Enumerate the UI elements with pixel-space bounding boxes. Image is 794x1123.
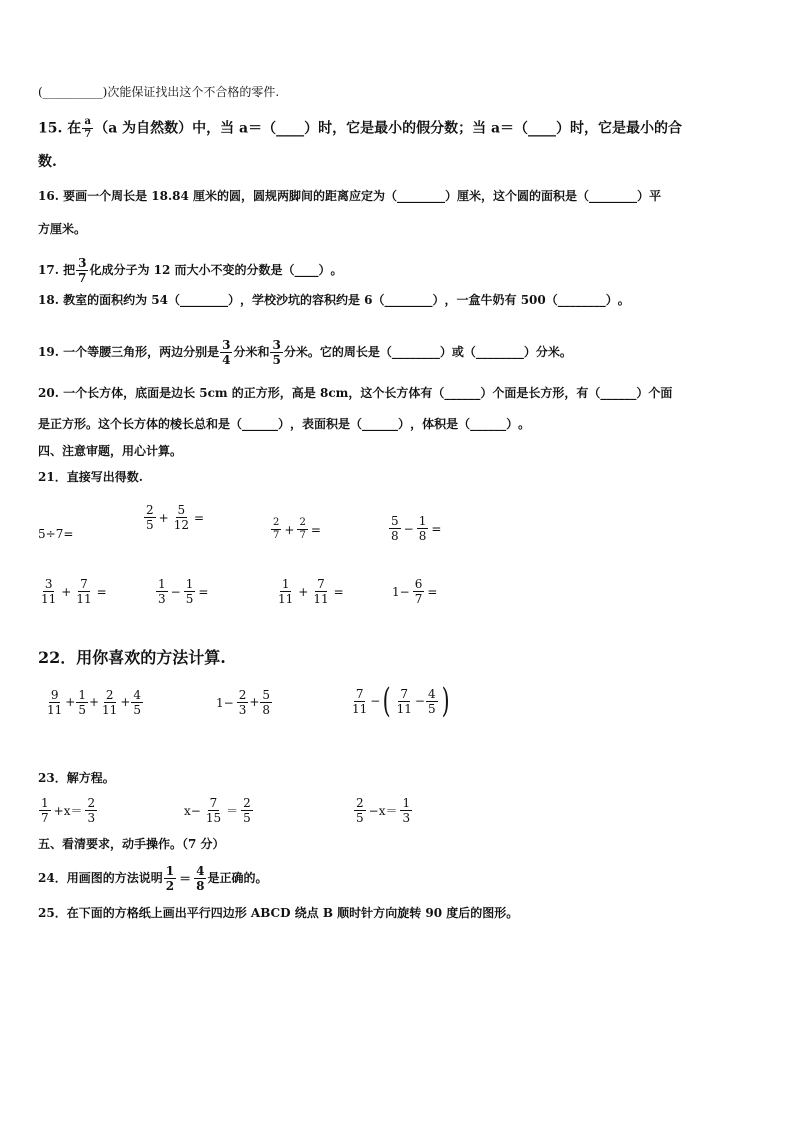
q17-number: 17. xyxy=(38,263,59,277)
leading-term: 1− xyxy=(392,584,410,599)
q18-line xyxy=(38,292,630,308)
q14-blank[interactable]: (__________) xyxy=(38,85,108,99)
q18-blank-1[interactable]: （________） xyxy=(167,293,240,307)
equals-sign: = xyxy=(310,522,321,537)
q21-item-8 xyxy=(390,577,439,606)
q20-text-1: 一个长方体，底面是边长 5cm 的正方形，高是 8cm，这个长方体有 xyxy=(63,386,433,400)
fraction-numerator: 1 xyxy=(281,577,290,591)
fraction-numerator: 2 xyxy=(146,503,154,517)
fraction xyxy=(164,864,176,893)
left-paren: ( xyxy=(382,681,391,721)
fraction-numerator: 6 xyxy=(414,577,423,591)
operator: + xyxy=(65,695,76,709)
fraction-denominator: 8 xyxy=(418,529,427,543)
q15-text-2: 时，它是最小的假分数；当 a＝ xyxy=(318,120,515,137)
fraction-denominator: 3 xyxy=(87,811,96,825)
fraction xyxy=(350,687,369,716)
q17-pre: 把 xyxy=(63,263,76,277)
q18-blank-2[interactable]: （________） xyxy=(372,293,445,307)
fraction-numerator: 3 xyxy=(272,338,281,352)
fraction-numerator: 1 xyxy=(418,514,427,528)
q23-equation-2 xyxy=(182,796,254,825)
fraction xyxy=(74,577,93,606)
q21-item-3 xyxy=(270,517,323,542)
operator: +x＝ xyxy=(53,803,83,818)
fraction-numerator: 5 xyxy=(177,503,186,517)
fraction-numerator: 4 xyxy=(196,864,205,878)
fraction-numerator: 5 xyxy=(262,688,271,702)
fraction-denominator: 5 xyxy=(185,592,194,606)
leading-term: 1− xyxy=(216,695,234,710)
q19-blank-1[interactable]: （________） xyxy=(379,345,452,359)
fraction xyxy=(100,688,119,717)
fraction-denominator: 15 xyxy=(205,811,222,825)
fraction-denominator: 5 xyxy=(427,701,436,716)
fraction-numerator: 7 xyxy=(317,577,325,591)
q19-text-3: 分米。它的周长是 xyxy=(283,345,380,359)
q19-text-1: 一个等腰三角形，两边分别是 xyxy=(63,345,220,359)
fraction-denominator: 11 xyxy=(396,701,412,716)
fraction-denominator: 11 xyxy=(41,592,57,606)
fraction-numerator: 9 xyxy=(50,688,59,702)
q18-text-3: ，一盒牛奶有 500 xyxy=(444,293,546,307)
operator: + xyxy=(284,522,295,537)
fraction-numerator: 2 xyxy=(273,517,280,528)
q14-text: 次能保证找出这个不合格的零件. xyxy=(107,85,280,99)
fraction-numerator: 1 xyxy=(41,796,49,810)
q15-pre: 在 xyxy=(67,120,82,137)
fraction-numerator: 2 xyxy=(356,796,364,810)
fraction-numerator: 1 xyxy=(158,577,166,591)
equals-sign: = xyxy=(198,584,209,599)
fraction xyxy=(354,796,366,825)
q18-text-1: 教室的面积约为 54 xyxy=(63,293,168,307)
fraction-denominator: 5 xyxy=(243,811,251,825)
fraction xyxy=(311,577,330,606)
fraction xyxy=(131,688,143,717)
q19-text-5: 分米。 xyxy=(535,345,572,359)
fraction xyxy=(39,577,58,606)
fraction-numerator: 1 xyxy=(402,796,411,810)
q19-blank-2[interactable]: （________） xyxy=(463,345,536,359)
fraction-numerator: 4 xyxy=(133,688,142,702)
fraction-denominator: 3 xyxy=(158,592,166,606)
fraction xyxy=(241,796,253,825)
fraction-denominator: 11 xyxy=(102,703,118,717)
q23-equation-1 xyxy=(38,796,98,825)
fraction-numerator: 1 xyxy=(185,577,194,591)
fraction xyxy=(276,577,295,606)
fraction-denominator: 5 xyxy=(146,518,154,532)
q19-line xyxy=(38,338,572,367)
fraction-denominator: 5 xyxy=(356,811,364,825)
fraction-denominator: 11 xyxy=(352,701,368,716)
fraction-denominator: 8 xyxy=(262,703,271,717)
fraction-numerator: 2 xyxy=(87,796,96,810)
fraction xyxy=(184,577,196,606)
q18-end: 。 xyxy=(617,293,630,307)
operator: + xyxy=(61,584,72,599)
fraction xyxy=(237,688,249,717)
q21-item-5 xyxy=(38,577,109,606)
fraction-numerator: 3 xyxy=(222,338,231,352)
q20-text-2: 个面是长方形，有 xyxy=(492,386,589,400)
section-5-heading: 五、看清要求，动手操作。（7 分） xyxy=(38,837,225,851)
fraction-denominator: 12 xyxy=(173,518,189,532)
fraction-denominator: 7 xyxy=(78,271,87,285)
fraction xyxy=(413,577,425,606)
fraction-numerator: 2 xyxy=(299,517,306,528)
fraction-denominator: 11 xyxy=(47,703,63,717)
equals-sign: = xyxy=(427,584,438,599)
q15-text-1: （a 为自然数）中，当 a＝ xyxy=(94,120,263,137)
q16-line xyxy=(38,188,661,204)
fraction-denominator: 7 xyxy=(273,530,280,541)
q20-cont-4: 。 xyxy=(518,417,531,431)
q22-expression-1 xyxy=(44,688,144,717)
q14-line xyxy=(38,84,279,100)
operator: + xyxy=(120,695,131,709)
q23-title: 23．解方程。 xyxy=(38,771,115,785)
fraction-numerator: 2 xyxy=(243,796,251,810)
q20-cont-1: 是正方形。这个长方体的棱长总和是 xyxy=(38,417,231,431)
fraction xyxy=(45,688,64,717)
q17-text: 化成分子为 12 而大小不变的分数是 xyxy=(89,263,283,277)
fraction xyxy=(389,514,401,543)
q25-line: 25．在下面的方格纸上画出平行四边形 ABCD 绕点 B 顺时针方向旋转 90 度后的图形。 xyxy=(38,906,519,920)
q15-line xyxy=(38,116,682,141)
q20-line xyxy=(38,385,672,401)
fraction-numerator: 3 xyxy=(44,577,53,591)
q18-blank-3[interactable]: （________） xyxy=(545,293,618,307)
fraction-denominator: 5 xyxy=(78,703,86,717)
fraction-denominator: 7 xyxy=(41,811,49,825)
fraction-denominator: 11 xyxy=(313,592,329,606)
q19-fraction-1 xyxy=(220,338,232,367)
equals-sign: = xyxy=(193,510,205,525)
q24-text-2: 是正确的。 xyxy=(207,871,268,885)
q16-text-3: 平 xyxy=(649,189,662,203)
fraction-numerator: 7 xyxy=(80,577,88,591)
q21-item-7 xyxy=(275,577,346,606)
q20-cont-3: ，体积是 xyxy=(410,417,459,431)
fraction-denominator: 7 xyxy=(299,530,306,541)
fraction xyxy=(85,796,97,825)
fraction xyxy=(426,687,438,716)
fraction-numerator: 7 xyxy=(400,686,409,701)
operator: − xyxy=(414,694,425,708)
q20-blank-3[interactable]: （______） xyxy=(230,417,291,431)
q15-number: 15. xyxy=(38,120,63,137)
q20-text-3: 个面 xyxy=(648,386,673,400)
q17-blank[interactable]: （____） xyxy=(282,263,331,277)
fraction-denominator: 3 xyxy=(402,811,411,825)
q24-text-1: 24．用画图的方法说明 xyxy=(38,871,163,885)
fraction-numerator: 1 xyxy=(78,688,86,702)
fraction-denominator: 7 xyxy=(414,592,423,606)
q20-blank-4[interactable]: （______） xyxy=(350,417,411,431)
q20-number: 20. xyxy=(38,386,59,400)
operator: + xyxy=(88,695,100,709)
q16-blank-1[interactable]: （________） xyxy=(385,189,458,203)
operator: ＝ xyxy=(226,803,239,818)
fraction-numerator: 7 xyxy=(355,686,364,701)
q20-blank-1[interactable]: （______） xyxy=(432,386,493,400)
fraction xyxy=(204,796,223,825)
equals-sign: = xyxy=(333,584,344,599)
fraction xyxy=(395,687,414,716)
q16-text-1: 要画一个周长是 18.84 厘米的圆，圆规两脚间的距离应定为 xyxy=(63,189,386,203)
operator: − xyxy=(370,694,381,708)
equals-sign: ＝ xyxy=(179,871,192,886)
fraction-numerator: 2 xyxy=(105,688,114,702)
q22-expression-2 xyxy=(214,688,273,717)
q23-equation-3 xyxy=(353,796,413,825)
q21-item-1: 5÷7= xyxy=(38,527,74,541)
operator: + xyxy=(158,510,169,525)
fraction xyxy=(144,503,156,532)
q20-blank-5[interactable]: （______） xyxy=(458,417,519,431)
q22-title: 22．用你喜欢的方法计算. xyxy=(38,648,226,667)
operator: − xyxy=(403,521,414,536)
q15-text-3: 时，它是最小的合 xyxy=(570,120,683,137)
q19-fraction-2 xyxy=(270,338,282,367)
q19-text-2: 分米和 xyxy=(233,345,270,359)
equals-sign: = xyxy=(431,521,442,536)
operator: + xyxy=(249,695,260,709)
q24-line xyxy=(38,864,267,893)
q18-text-2: ，学校沙坑的容积约是 6 xyxy=(239,293,373,307)
q18-number: 18. xyxy=(38,293,59,307)
q20-blank-2[interactable]: （______） xyxy=(588,386,649,400)
fraction xyxy=(400,796,412,825)
fraction xyxy=(156,577,168,606)
q21-item-2 xyxy=(143,503,206,532)
fraction xyxy=(194,864,206,893)
fraction-denominator: 5 xyxy=(272,353,281,367)
q17-end: 。 xyxy=(330,263,343,277)
fraction xyxy=(172,503,191,532)
q15-fraction xyxy=(82,116,93,141)
fraction-denominator: 2 xyxy=(165,879,175,893)
fraction-denominator: 4 xyxy=(222,353,231,367)
q20-continuation xyxy=(38,416,530,432)
fraction-numerator: 4 xyxy=(427,686,436,701)
q16-text-2: 厘米，这个圆的面积是 xyxy=(457,189,578,203)
leading-term: x− xyxy=(184,803,201,818)
section-4-heading: 四、注意审题，用心计算。 xyxy=(38,444,183,458)
fraction xyxy=(39,796,51,825)
q21-item-4 xyxy=(388,514,443,543)
q19-text-4: 或 xyxy=(451,345,464,359)
operator: − xyxy=(170,584,181,599)
q17-line xyxy=(38,256,343,285)
operator: + xyxy=(298,584,309,599)
fraction-numerator: 3 xyxy=(78,256,87,270)
fraction-denominator: 8 xyxy=(196,879,205,893)
fraction-denominator: 3 xyxy=(238,703,247,717)
q16-continuation: 方厘米。 xyxy=(38,222,87,236)
fraction-denominator: 7 xyxy=(84,129,92,140)
fraction-denominator: 8 xyxy=(391,529,399,543)
q22-expression-3 xyxy=(349,681,452,721)
fraction-denominator: 11 xyxy=(278,592,294,606)
fraction xyxy=(297,517,307,542)
fraction-denominator: 11 xyxy=(76,592,92,606)
q21-item-6 xyxy=(155,577,210,606)
q15-blank-1[interactable]: （____） xyxy=(262,120,319,137)
fraction-numerator: 1 xyxy=(165,864,175,878)
q16-blank-2[interactable]: （________） xyxy=(577,189,650,203)
q20-cont-2: ，表面积是 xyxy=(290,417,351,431)
equals-sign: = xyxy=(96,584,107,599)
q19-number: 19. xyxy=(38,345,59,359)
q17-fraction xyxy=(76,256,88,285)
operator: −x＝ xyxy=(368,803,398,818)
right-paren: ) xyxy=(441,681,450,721)
fraction xyxy=(260,688,272,717)
q21-title: 21．直接写出得数. xyxy=(38,470,143,484)
q15-continuation: 数. xyxy=(38,154,57,170)
q16-number: 16. xyxy=(38,189,59,203)
fraction-numerator: a xyxy=(84,116,91,127)
fraction-numerator: 7 xyxy=(209,796,218,810)
fraction xyxy=(417,514,429,543)
fraction-denominator: 5 xyxy=(133,703,142,717)
fraction xyxy=(76,688,88,717)
fraction-numerator: 5 xyxy=(391,514,399,528)
fraction xyxy=(271,517,281,542)
fraction-numerator: 2 xyxy=(238,688,247,702)
q15-blank-2[interactable]: （____） xyxy=(514,120,571,137)
